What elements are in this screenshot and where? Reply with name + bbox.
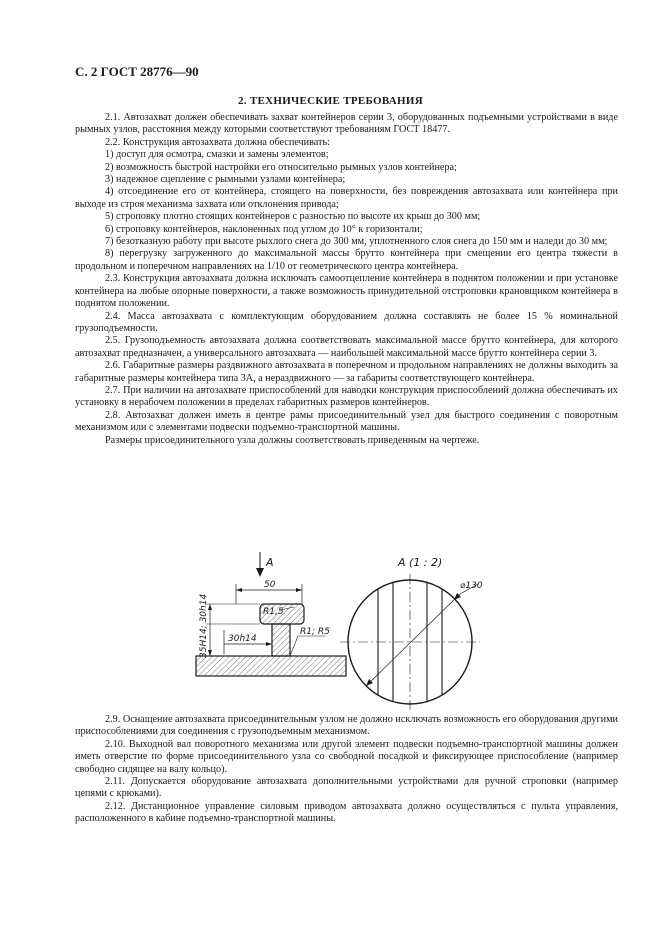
base-plate (196, 656, 346, 676)
node-neck (272, 624, 290, 656)
paragraph-2-3: 2.3. Конструкция автозахвата должна исключать самоотцепление контейнера в поднятом положении и при установке контейнера на любые опорные поверхности, а также возможность принудительной отстроповки крановщиком контейнера в поднятом положении. (75, 273, 618, 310)
paragraph-2-9: 2.9. Оснащение автозахвата присоединительным узлом не должно исключать возможность его оборудования другими приспособлениями для соединения с грузоподъемным механизмом. (75, 714, 618, 738)
paragraph-drawing-ref: Размеры присоединительного узла должны соответствовать приведенным на чертеже. (105, 434, 480, 446)
paragraph-2-11: 2.11. Допускается оборудование автозахвата дополнительными устройствами для ручной строповки (например цепями с крюками). (75, 776, 618, 800)
list-item-2: 2) возможность быстрой настройки его относительно рымных узлов контейнера; (105, 161, 457, 173)
paragraph-2-4: 2.4. Масса автозахвата с комплектующим оборудованием должна составлять не более 15 % номинальной грузоподъемности. (75, 310, 618, 334)
list-item-6: 6) строповку контейнеров, наклоненных под углом до 10° к горизонтали; (105, 223, 423, 235)
paragraph-2-5: 2.5. Грузоподъемность автозахвата должна соответствовать максимальной массе брутто контейнера, для которого автозахват предназначен, а универсального автозахвата — наибольшей максимальной массе брутто контейнера серии 3. (75, 335, 618, 359)
requirements-text-continued (75, 714, 618, 826)
view-arrow-label: А (266, 556, 274, 569)
dim-neck-label: 30h14 (228, 634, 257, 644)
paragraph-2-1: 2.1. Автозахват должен обеспечивать захват контейнеров серии 3, оборудованных подъемными устройствами в виде рымных узлов, расстояния между которыми соответствуют требованиям ГОСТ 18477. (75, 112, 618, 136)
view-arrow-head (256, 568, 264, 577)
dim-width-label: 50 (264, 580, 276, 590)
paragraph-2-7: 2.7. При наличии на автозахвате приспособлений для наводки конструкция приспособлений должна обеспечивать их установку в нерабочем положении в пределах габаритных размеров контейнеров. (75, 384, 618, 409)
list-item-4: 4) отсоединение его от контейнера, стоящего на поверхности, без повреждения автозахвата или контейнера при выходе из строя механизма захвата или отклонения привода; (75, 186, 618, 210)
requirements-text (75, 112, 618, 447)
list-item-7: 7) безотказную работу при высоте рыхлого снега до 300 мм, уплотненного слоя снега до 150 мм и наледи до 30 мм; (105, 236, 608, 248)
dim-radius-top-label: R1,5 (263, 607, 284, 617)
diameter-line (366, 594, 460, 686)
view-title-label: А (1 : 2) (398, 556, 443, 569)
section-title: 2. ТЕХНИЧЕСКИЕ ТРЕБОВАНИЯ (238, 95, 423, 107)
view-a-circle (340, 556, 483, 710)
technical-drawing-svg (160, 550, 520, 720)
paragraph-2-2: 2.2. Конструкция автозахвата должна обеспечивать: (105, 136, 330, 148)
side-section-view (196, 552, 346, 676)
list-item-3: 3) надежное сцепление с рымными узлами контейнера; (105, 174, 346, 186)
dim-diameter-label: ⌀130 (460, 581, 483, 591)
list-item-1: 1) доступ для осмотра, смазки и замены элементов; (105, 149, 329, 161)
dim-height-label: 35H14; 30h14 (199, 593, 209, 658)
paragraph-2-8: 2.8. Автозахват должен иметь в центре рамы присоединительный узел для быстрого соединения с поворотным механизмом или с элементами подвески подъемно-транспортной машины. (75, 409, 618, 434)
list-item-8: 8) перегрузку загруженного до максимальной массы брутто контейнера при смещении его центра тяжести в продольном и поперечном направлениях на 1/10 от геометрического центра контейнера. (75, 248, 618, 272)
paragraph-2-10: 2.10. Выходной вал поворотного механизма или другой элемент подвески подъемно-транспортной машины должен иметь отверстие по форме присоединительного узла со свободной посадкой и фиксирующее приспособление (например свободно сидящее на валу кольцо). (75, 738, 618, 775)
connection-node-drawing (160, 550, 520, 720)
list-item-5: 5) строповку плотно стоящих контейнеров с разностью по высоте их крыш до 300 мм; (105, 211, 481, 223)
dim-fillet-label: R1; R5 (300, 627, 330, 637)
paragraph-2-6: 2.6. Габаритные размеры раздвижного автозахвата в поперечном и продольном направлениях не должны выходить за габаритные размеры контейнера типа 3А, а нераздвижного — за габариты соответствующего контейнера. (75, 360, 618, 384)
page-header: С. 2 ГОСТ 28776—90 (75, 64, 199, 79)
paragraph-2-12: 2.12. Дистанционное управление силовым приводом автозахвата должно осуществляться с пульта управления, расположенного в кабине подъемно-транспортной машины. (75, 800, 618, 825)
